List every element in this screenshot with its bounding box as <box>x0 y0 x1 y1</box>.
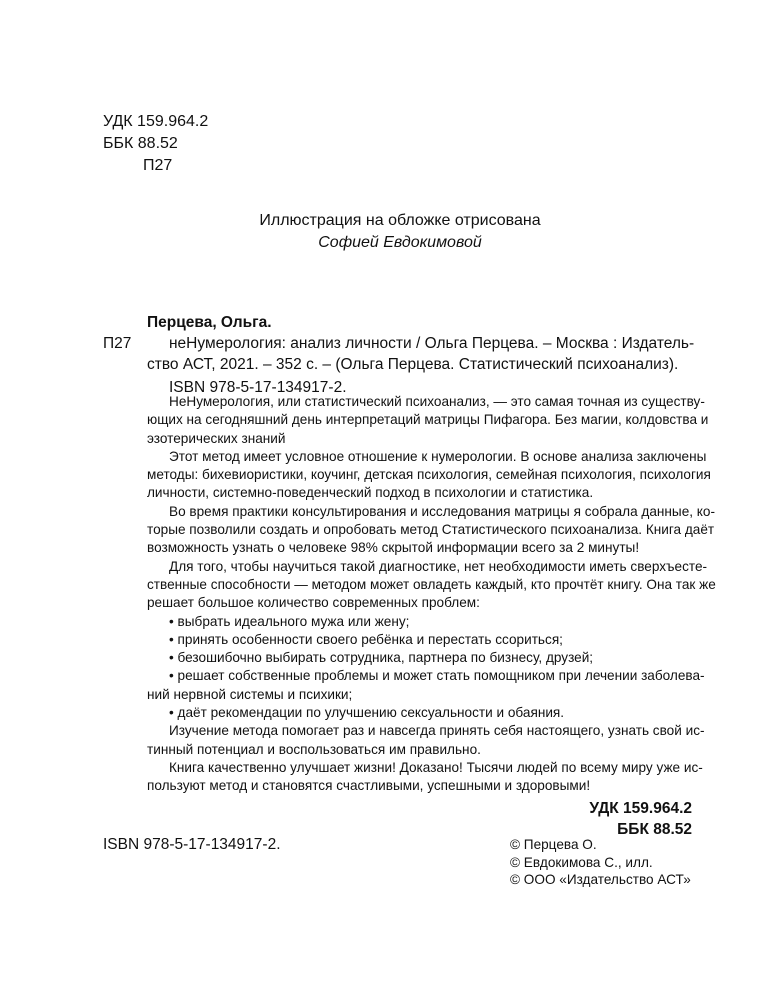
bullet-item: • решает собственные проблемы и может стать помощником при лечении заболева- <box>169 668 705 684</box>
annotation-line: торые позволили создать и опробовать метод Статистического психоанализа. Книга даёт <box>147 522 715 538</box>
copyright-line: © Перцева О. <box>510 837 597 852</box>
annotation-paragraph-3 <box>147 503 715 558</box>
record-line-2: ство АСТ, 2021. – 352 с. – (Ольга Перцева. Статистический психоанализ). <box>147 356 679 373</box>
annotation-bullet-list <box>147 613 705 723</box>
record-mark: П27 <box>103 335 132 352</box>
author-mark: П27 <box>143 157 173 174</box>
annotation-line: тинный потенциал и воспользоваться им правильно. <box>147 741 481 757</box>
record-line-1: неНумерология: анализ личности / Ольга Перцева. – Москва : Издатель- <box>169 335 695 352</box>
annotation-paragraph-4 <box>147 558 716 613</box>
annotation-paragraph-2 <box>147 448 711 503</box>
annotation-line: пользуют метод и становятся счастливыми, успешными и здоровыми! <box>147 778 591 794</box>
udk-code: УДК 159.964.2 <box>103 113 209 130</box>
copyright-block <box>510 836 691 889</box>
classification-block <box>103 111 208 177</box>
record-isbn: ISBN 978-5-17-134917-2. <box>169 379 347 396</box>
record-author: Перцева, Ольга. <box>147 314 272 331</box>
annotation-line: Во время практики консультирования и исследования матрицы я собрала данные, ко- <box>169 503 715 519</box>
copyright-line: © Евдокимова С., илл. <box>510 854 653 870</box>
annotation-paragraph-6 <box>147 759 703 796</box>
annotation-udk: УДК 159.964.2 <box>589 799 692 817</box>
annotation-paragraph-1 <box>147 393 709 448</box>
annotation <box>147 393 716 840</box>
annotation-line: личности, системно-поведенческий подход в психологии и статистика. <box>147 485 594 501</box>
bullet-item-continuation: ний нервной системы и психики; <box>147 686 353 702</box>
annotation-line: Изучение метода помогает раз и навсегда принять себя настоящего, узнать свой ис- <box>169 723 705 739</box>
record-description <box>147 333 695 398</box>
annotation-line: ственные способности — методом может овладеть каждый, кто прочтёт книгу. Она так же <box>147 576 716 592</box>
footer-isbn: ISBN 978-5-17-134917-2. <box>103 836 281 853</box>
annotation-line: решает большое количество современных проблем: <box>147 595 480 611</box>
annotation-line: Этот метод имеет условное отношение к нумерологии. В основе анализа заключены <box>169 448 707 464</box>
bullet-item: • даёт рекомендации по улучшению сексуальности и обаяния. <box>169 705 565 721</box>
bullet-item: • выбрать идеального мужа или жену; <box>169 613 410 629</box>
annotation-line: Книга качественно улучшает жизни! Доказано! Тысячи людей по всему миру уже ис- <box>169 759 703 775</box>
illustrator-name: Софией Евдокимовой <box>318 234 482 251</box>
annotation-line: Для того, чтобы научиться такой диагностике, нет необходимости иметь сверхъесте- <box>169 558 708 574</box>
annotation-line: возможность узнать о человеке 98% скрытой информации всего за 2 минуты! <box>147 540 640 556</box>
illustration-line-1: Иллюстрация на обложке отрисована <box>259 212 541 229</box>
illustration-credit <box>150 210 650 254</box>
annotation-line: ющих на сегодняшний день интерпретаций матрицы Пифагора. Без магии, колдовства и <box>147 412 709 428</box>
annotation-line: эзотерических знаний <box>147 430 286 446</box>
annotation-bbk: ББК 88.52 <box>617 820 692 838</box>
bullet-item: • безошибочно выбирать сотрудника, партнера по бизнесу, друзей; <box>169 650 594 666</box>
bullet-item: • принять особенности своего ребёнка и перестать ссориться; <box>169 631 563 647</box>
bbk-code: ББК 88.52 <box>103 135 178 152</box>
annotation-paragraph-5 <box>147 722 705 759</box>
annotation-line: методы: бихевиористики, коучинг, детская психология, семейная психология, психология <box>147 467 711 483</box>
annotation-line: НеНумерология, или статистический психоанализ, — это самая точная из существу- <box>169 394 705 409</box>
copyright-line: © ООО «Издательство АСТ» <box>510 872 691 887</box>
